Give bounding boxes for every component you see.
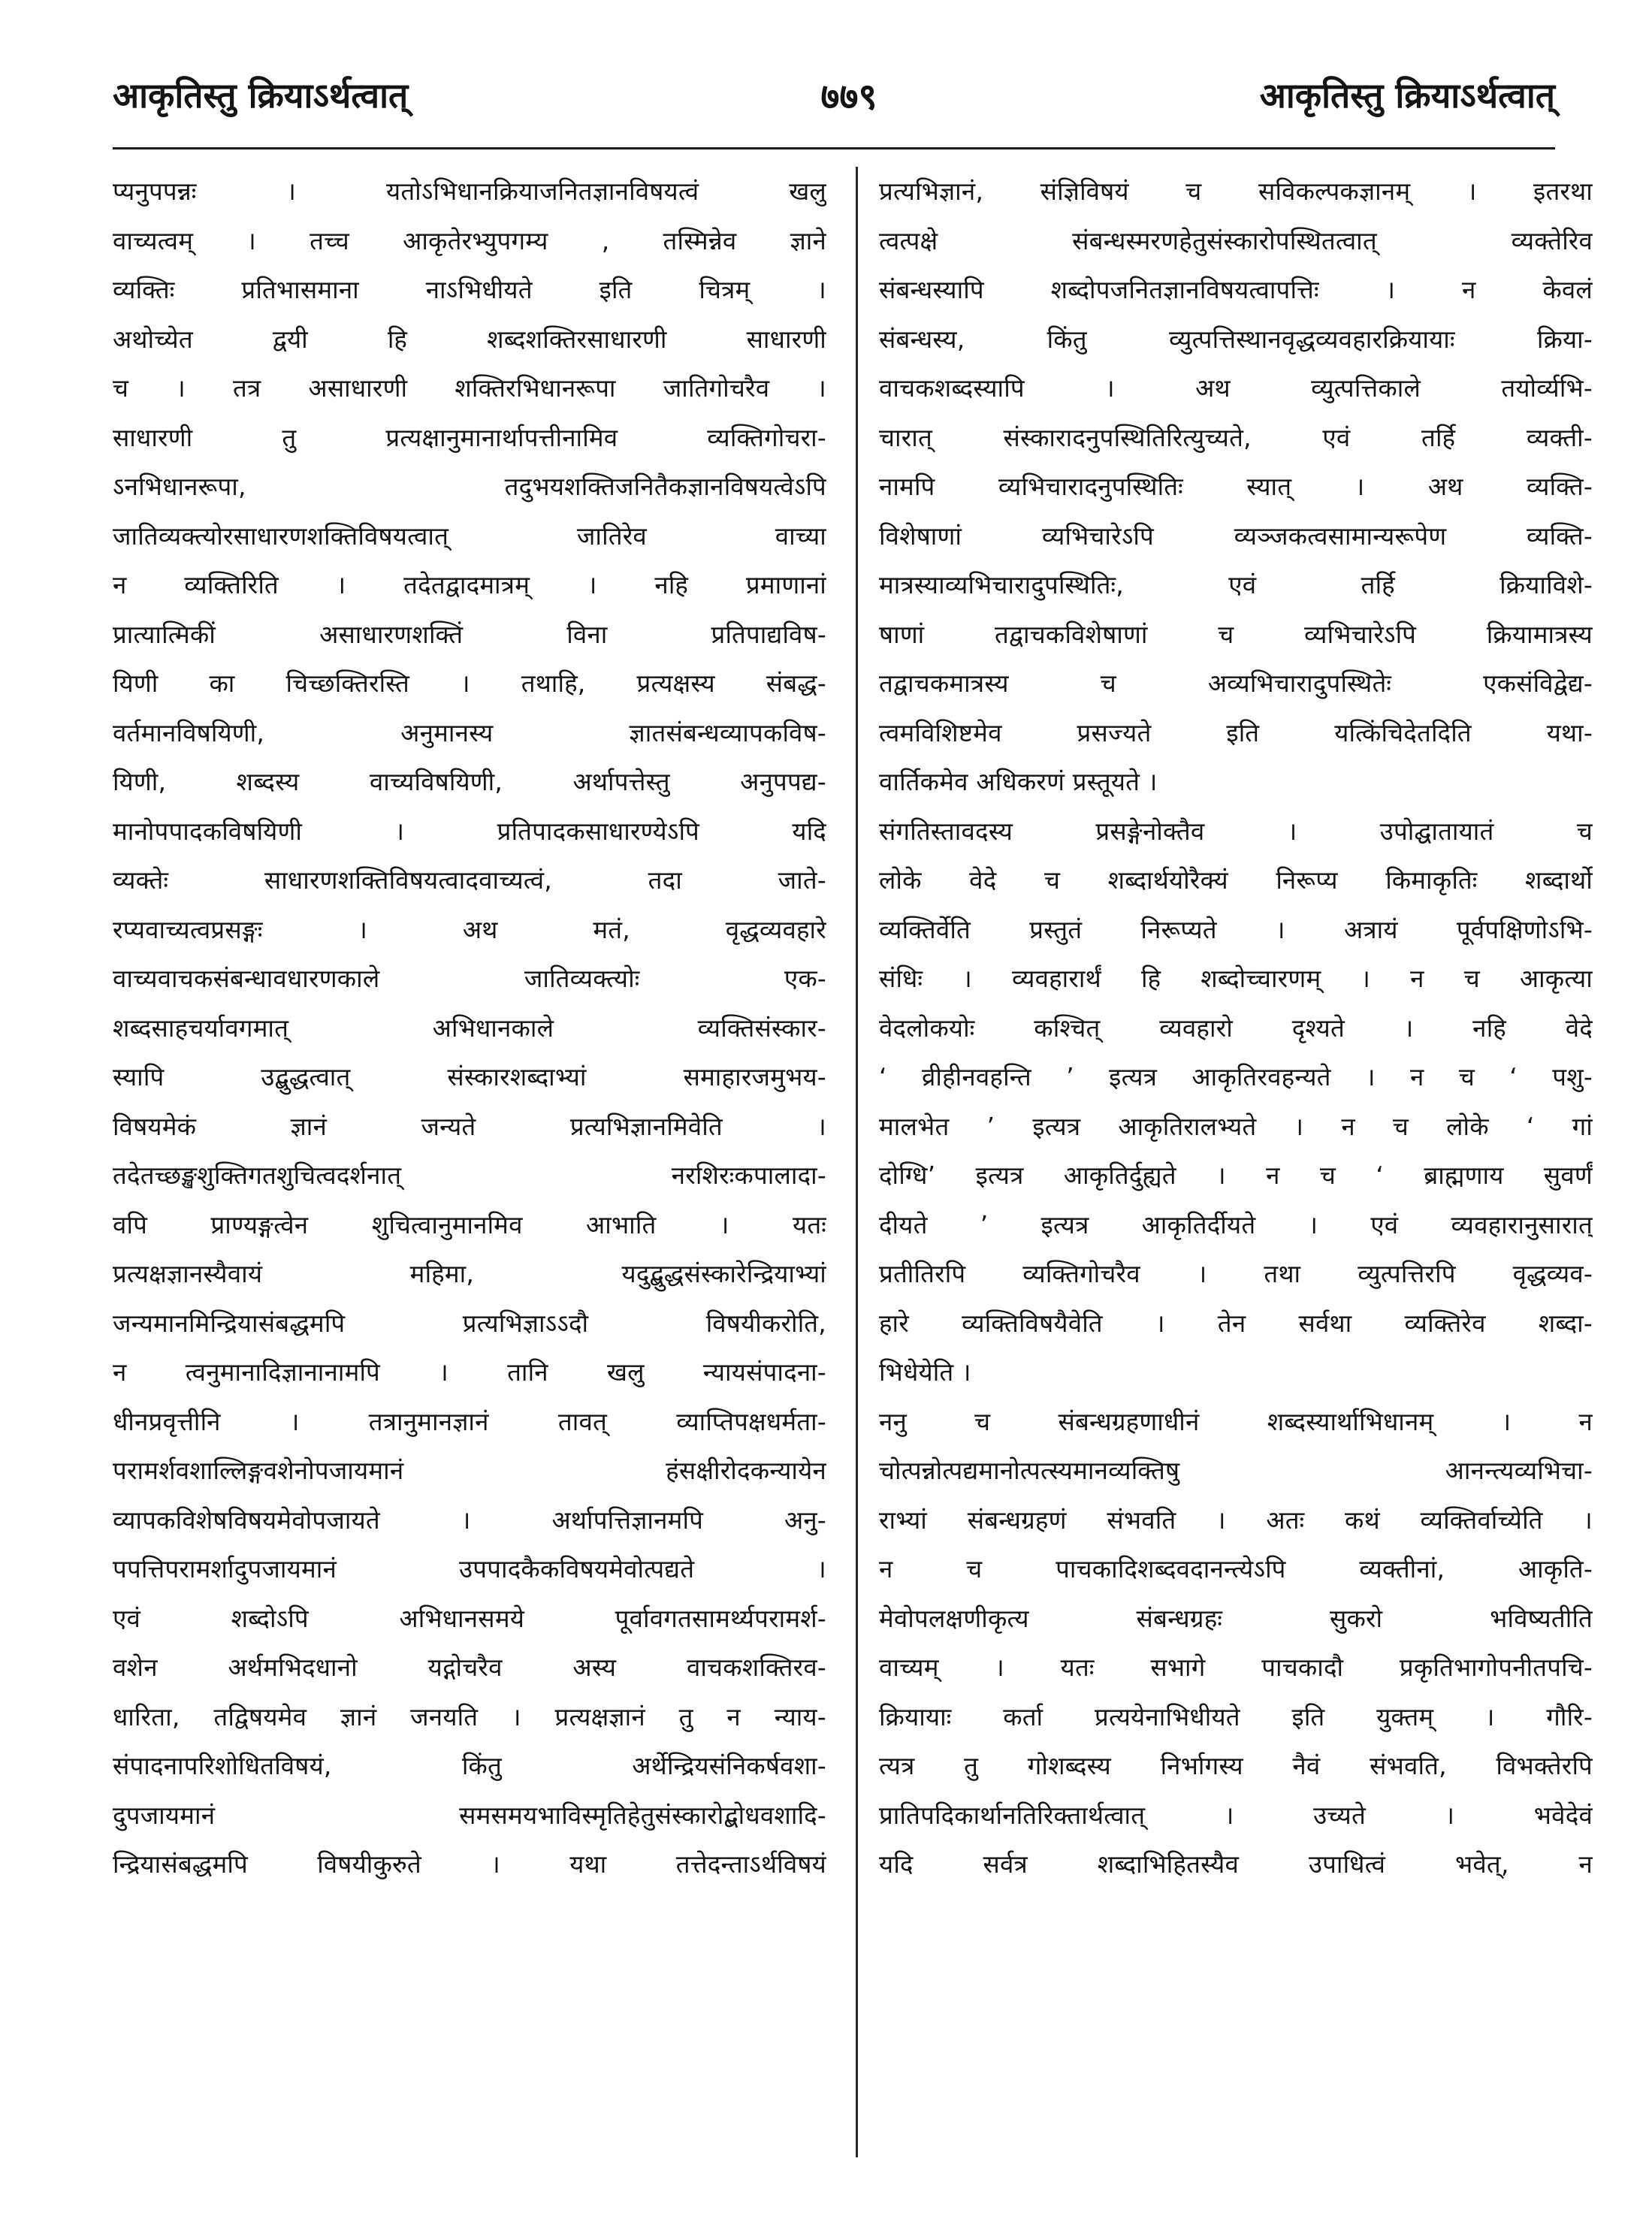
text-line: लोके वेदे च शब्दार्थयोरैक्यं निरूप्य किमाकृतिः शब्दार्थो [879,865,1593,895]
text-line: प्रातिपदिकार्थानतिरिक्तार्थत्वात् । उच्यते । भवेदेवं [879,1800,1593,1830]
text-line: संगतिस्तावदस्य प्रसङ्गेनोक्तैव । उपोद्घातायातं च [879,816,1593,846]
text-line: नामपि व्यभिचारादनुपस्थितिः स्यात् । अथ व्यक्ति- [879,472,1593,501]
text-line: स्यापि उद्बुद्धत्वात् संस्कारशब्दाभ्यां समाहारजमुभय- [113,1062,826,1091]
column-divider [856,167,858,2157]
text-line: वाच्यत्वम् । तच्च आकृतेरभ्युपगम्य , तस्मिन्नेव ज्ञाने [113,225,826,255]
text-line: संधिः । व्यवहारार्थं हि शब्दोच्चारणम् । न च आकृत्या [879,964,1593,993]
text-line: वेदलोकयोः कश्चित् व्यवहारो दृश्यते । नहि वेदे [879,1013,1593,1043]
text-line: संबन्धस्य, किंतु व्युत्पत्तिस्थानवृद्धव्यवहारक्रियायाः क्रिया- [879,324,1593,354]
text-line: प्रत्यक्षज्ञानस्यैवायं महिमा, यदुद्बुद्धसंस्कारेन्द्रियाभ्यां [113,1259,826,1288]
text-line: मालभेत ’ इत्यत्र आकृतिरालभ्यते । न च लोके ‘ गां [879,1111,1593,1141]
left-text-column [113,167,826,1889]
text-line: च । तत्र असाधारणी शक्तिरभिधानरूपा जातिगोचरैव । [113,373,826,403]
text-line: यिणी, शब्दस्य वाच्यविषयिणी, अर्थापत्तेस्तु अनुपपद्य- [113,767,826,796]
text-line: ‘ व्रीहीनवहन्ति ’ इत्यत्र आकृतिरवहन्यते । न च ‘ पशु- [879,1062,1593,1091]
text-line: व्यक्तिः प्रतिभासमाना नाऽभिधीयते इति चित्रम् । [113,275,826,304]
text-line: यिणी का चिच्छक्तिरस्ति । तथाहि, प्रत्यक्षस्य संबद्ध- [113,669,826,698]
text-line: दीयते ’ इत्यत्र आकृतिर्दीयते । एवं व्यवहारानुसारात् [879,1209,1593,1239]
text-line: न्द्रियासंबद्धमपि विषयीकुरुते । यथा तत्तेदन्ताऽर्थविषयं [113,1849,826,1879]
text-line: प्रात्यात्मिकीं असाधारणशक्तिं विना प्रतिपाद्यविष- [113,619,826,649]
text-line: परामर्शवशाल्लिङ्गवशेनोपजायमानं हंसक्षीरोदकन्यायेन [113,1456,826,1485]
text-line: क्रियायाः कर्ता प्रत्ययेनाभिधीयते इति युक्तम् । गौरि- [879,1701,1593,1731]
text-line: व्यक्तिर्वेति प्रस्तुतं निरूप्यते । अत्रायं पूर्वपक्षिणोऽभि- [879,914,1593,944]
page-number: ७७९ [820,76,877,118]
text-line: धारिता, तद्विषयमेव ज्ञानं जनयति । प्रत्यक्षज्ञानं तु न न्याय- [113,1701,826,1731]
text-line: हारे व्यक्तिविषयैवेति । तेन सर्वथा व्यक्तिरेव शब्दा- [879,1308,1593,1338]
text-line: वशेन अर्थमभिदधानो यद्गोचरैव अस्य वाचकशक्तिरव- [113,1653,826,1682]
text-line: भिधेयेति । [879,1357,971,1387]
right-text-column [879,167,1593,1889]
text-line: व्यापकविशेषविषयमेवोपजायते । अर्थापत्तिज्ञानमपि अनु- [113,1505,826,1535]
text-line: जन्यमानमिन्द्रियासंबद्धमपि प्रत्यभिज्ञाऽऽदौ विषयीकरोति, [113,1308,826,1338]
text-line: वार्तिकमेव अधिकरणं प्रस्तूयते । [879,767,1158,796]
text-line: दुपजायमानं समसमयभाविस्मृतिहेतुसंस्कारोद्बोधवशादि- [113,1800,826,1830]
text-line: ननु च संबन्धग्रहणाधीनं शब्दस्यार्थाभिधानम् । न [879,1406,1593,1436]
running-header [113,71,1555,146]
text-line: तद्वाचकमात्रस्य च अव्यभिचारादुपस्थितेः एकसंविद्वेद्य- [879,669,1593,698]
text-line: वाचकशब्दस्यापि । अथ व्युत्पत्तिकाले तयोर्व्यभि- [879,373,1593,403]
text-line: मेवोपलक्षणीकृत्य संबन्धग्रहः सुकरो भविष्यतीति [879,1603,1593,1633]
text-line: वपि प्राण्यङ्गत्वेन शुचित्वानुमानमिव आभाति । यतः [113,1209,826,1239]
text-line: पपत्तिपरामर्शादुपजायमानं उपपादकैकविषयमेवोत्पद्यते । [113,1554,826,1583]
text-line: संपादनापरिशोधितविषयं, किंतु अर्थेन्द्रियसंनिकर्षवशा- [113,1751,826,1780]
text-line: चारात् संस्कारादनुपस्थितिरित्युच्यते, एवं तर्हि व्यक्ती- [879,422,1593,452]
text-line: न च पाचकादिशब्दवदानन्त्येऽपि व्यक्तीनां, आकृति- [879,1554,1593,1583]
text-line: न व्यक्तिरिति । तदेतद्वादमात्रम् । नहि प्रमाणानां [113,570,826,599]
text-line: ऽनभिधानरूपा, तदुभयशक्तिजनितैकज्ञानविषयत्वेऽपि [113,472,826,501]
text-line: त्वमविशिष्टमेव प्रसज्यते इति यत्किंचिदेतदिति यथा- [879,717,1593,747]
text-line: अथोच्येत द्वयी हि शब्दशक्तिरसाधारणी साधारणी [113,324,826,354]
header-left-title: आकृतिस्तु क्रियाऽर्थत्वात् [113,75,409,116]
text-line: दोग्धि’ इत्यत्र आकृतिर्दुह्यते । न च ‘ ब्राह्मणाय सुवर्णं [879,1161,1593,1190]
text-line: साधारणी तु प्रत्यक्षानुमानार्थापत्तीनामिव व्यक्तिगोचरा- [113,422,826,452]
text-line: प्यनुपपन्नः । यतोऽभिधानक्रियाजनितज्ञानविषयत्वं खलु [113,177,826,206]
text-line: वाच्यम् । यतः सभागे पाचकादौ प्रकृतिभागोपनीतपचि- [879,1653,1593,1682]
text-line: चोत्पन्नोत्पद्यमानोत्पत्स्यमानव्यक्तिषु आनन्त्यव्यभिचा- [879,1456,1593,1485]
text-line: रप्यवाच्यत्वप्रसङ्गः । अथ मतं, वृद्धव्यवहारे [113,914,826,944]
text-line: व्यक्तेः साधारणशक्तिविषयत्वादवाच्यत्वं, तदा जाते- [113,865,826,895]
text-line: विशेषाणां व्यभिचारेऽपि व्यञ्जकत्वसामान्यरूपेण व्यक्ति- [879,521,1593,551]
header-rule [113,147,1555,149]
text-line: तदेतच्छङ्खशुक्तिगतशुचित्वदर्शनात् नरशिरःकपालादा- [113,1161,826,1190]
text-line: प्रत्यभिज्ञानं, संज्ञिविषयं च सविकल्पकज्ञानम् । इतरथा [879,177,1593,206]
text-line: संबन्धस्यापि शब्दोपजनितज्ञानविषयत्वापत्तिः । न केवलं [879,275,1593,304]
text-line: यदि सर्वत्र शब्दाभिहितस्यैव उपाधित्वं भवेत्, न [879,1849,1593,1879]
text-line: मात्रस्याव्यभिचारादुपस्थितिः, एवं तर्हि क्रियाविशे- [879,570,1593,599]
text-line: वाच्यवाचकसंबन्धावधारणकाले जातिव्यक्त्योः एक- [113,964,826,993]
text-line: धीनप्रवृत्तीनि । तत्रानुमानज्ञानं तावत् व्याप्तिपक्षधर्मता- [113,1406,826,1436]
text-line: राभ्यां संबन्धग्रहणं संभवति । अतः कथं व्यक्तिर्वाच्येति । [879,1505,1593,1535]
text-line: मानोपपादकविषयिणी । प्रतिपादकसाधारण्येऽपि यदि [113,816,826,846]
text-line: जातिव्यक्त्योरसाधारणशक्तिविषयत्वात् जातिरेव वाच्या [113,521,826,551]
text-line: षाणां तद्वाचकविशेषाणां च व्यभिचारेऽपि क्रियामात्रस्य [879,619,1593,649]
text-line: विषयमेकं ज्ञानं जन्यते प्रत्यभिज्ञानमिवेति । [113,1111,826,1141]
text-line: त्यत्र तु गोशब्दस्य निर्भागस्य नैवं संभवति, विभक्तेरपि [879,1751,1593,1780]
text-line: न त्वनुमानादिज्ञानानामपि । तानि खलु न्यायसंपादना- [113,1357,826,1387]
text-line: शब्दसाहचर्यावगमात् अभिधानकाले व्यक्तिसंस्कार- [113,1013,826,1043]
text-line: वर्तमानविषयिणी, अनुमानस्य ज्ञातसंबन्धव्यापकविष- [113,717,826,747]
header-right-title: आकृतिस्तु क्रियाऽर्थत्वात् [1259,75,1555,116]
text-line: एवं शब्दोऽपि अभिधानसमये पूर्वावगतसामर्थ्यपरामर्श- [113,1603,826,1633]
text-line: प्रतीतिरपि व्यक्तिगोचरैव । तथा व्युत्पत्तिरपि वृद्धव्यव- [879,1259,1593,1288]
text-line: त्वत्पक्षे संबन्धस्मरणहेतुसंस्कारोपस्थितत्वात् व्यक्तेरिव [879,225,1593,255]
